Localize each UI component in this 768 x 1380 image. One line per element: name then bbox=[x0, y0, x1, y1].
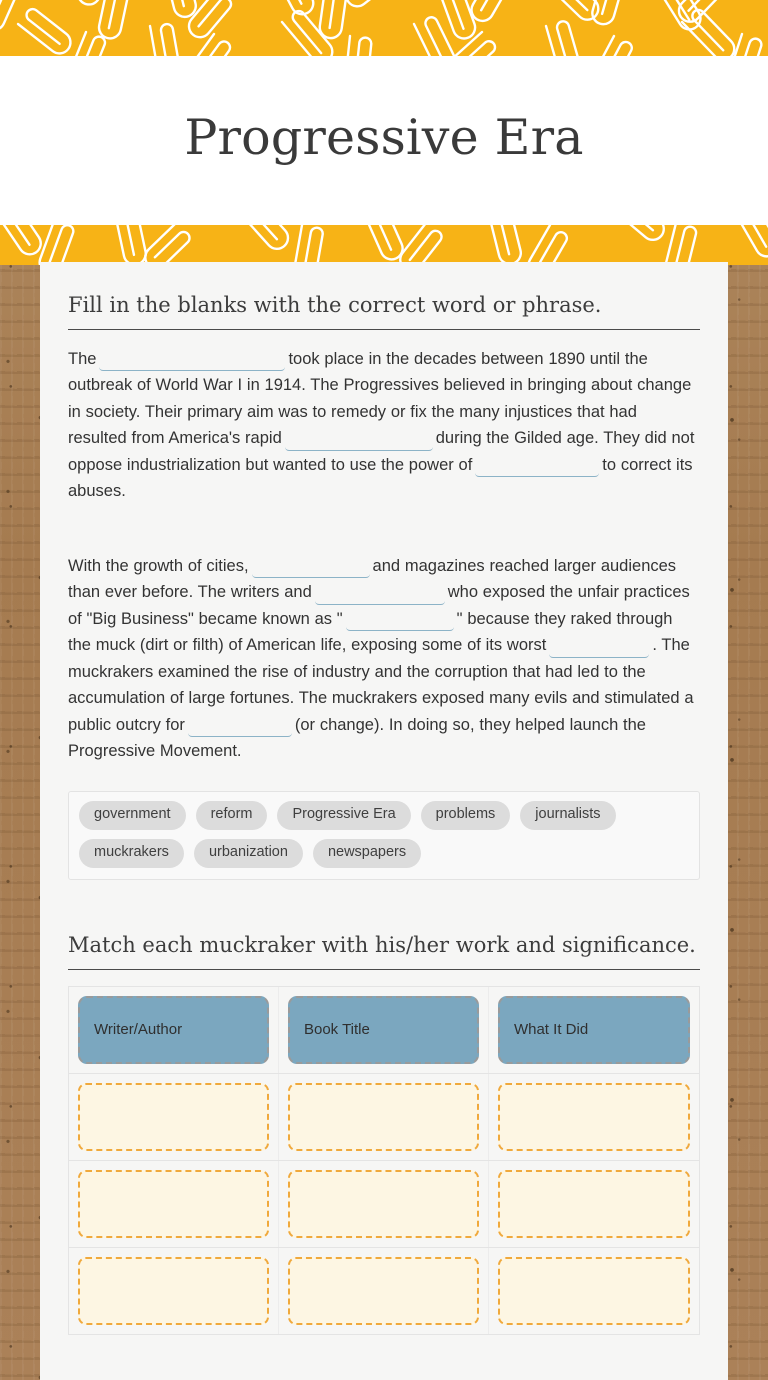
fill-in-blanks-paragraph-2 bbox=[68, 553, 700, 765]
blank-input-3[interactable] bbox=[475, 455, 599, 477]
paperclip-pattern-icon-secondary bbox=[0, 225, 768, 265]
title-banner bbox=[0, 56, 768, 225]
word-bank-chip[interactable]: Progressive Era bbox=[277, 801, 410, 830]
paragraph2-segment-3: who exposed the unfair practices of "Big Business" became known as " bbox=[68, 583, 690, 628]
table-cell bbox=[489, 987, 699, 1073]
paragraph1-segment-1: The bbox=[68, 349, 97, 368]
word-bank-chip[interactable]: muckrakers bbox=[79, 839, 184, 868]
page-title: Progressive Era bbox=[184, 109, 584, 166]
column-header-tile[interactable]: What It Did bbox=[498, 996, 690, 1064]
column-header-tile[interactable]: Book Title bbox=[288, 996, 479, 1064]
drop-zone[interactable] bbox=[288, 1083, 479, 1151]
blank-input-6[interactable] bbox=[346, 609, 454, 631]
drop-zone[interactable] bbox=[288, 1170, 479, 1238]
table-cell bbox=[279, 1074, 489, 1160]
paperclip-pattern-icon bbox=[0, 0, 768, 56]
drop-zone[interactable] bbox=[78, 1170, 269, 1238]
table-row bbox=[69, 1161, 699, 1248]
paragraph1-segment-3: during the Gilded age. They did not oppose industrialization but wanted to use the power of bbox=[68, 429, 695, 474]
table-cell bbox=[69, 987, 279, 1073]
paragraph2-segment-2: and magazines reached larger audiences than ever before. The writers and bbox=[68, 556, 677, 602]
matching-table bbox=[68, 986, 700, 1335]
matching-section bbox=[40, 932, 728, 1335]
header-band-top bbox=[0, 0, 768, 56]
word-bank-chip[interactable]: urbanization bbox=[194, 839, 303, 868]
fill-in-blanks-heading: Fill in the blanks with the correct word or phrase. bbox=[68, 293, 602, 317]
word-bank-chip[interactable]: journalists bbox=[520, 801, 615, 830]
blank-input-2[interactable] bbox=[285, 429, 433, 451]
table-cell bbox=[489, 1074, 699, 1160]
word-bank-chip[interactable]: reform bbox=[196, 801, 268, 830]
blank-input-7[interactable] bbox=[549, 636, 649, 658]
word-bank bbox=[68, 791, 700, 880]
paragraph2-segment-5: . The muckrakers examined the rise of industry and the corruption that had led to the accumulation of large fortunes. The muckrakers exposed many evils and stimulated a public outcry for bbox=[68, 636, 694, 734]
table-cell bbox=[279, 987, 489, 1073]
word-bank-chip[interactable]: newspapers bbox=[313, 839, 421, 868]
blank-input-1[interactable] bbox=[99, 349, 285, 371]
blank-input-5[interactable] bbox=[315, 583, 445, 605]
drop-zone[interactable] bbox=[78, 1257, 269, 1325]
drop-zone[interactable] bbox=[498, 1257, 690, 1325]
table-cell bbox=[279, 1161, 489, 1247]
fill-in-blanks-section bbox=[40, 292, 728, 765]
matching-heading: Match each muckraker with his/her work and significance. bbox=[68, 932, 696, 957]
table-header-row bbox=[69, 987, 699, 1074]
paragraph2-segment-6: (or change). In doing so, they helped launch the Progressive Movement. bbox=[68, 715, 646, 761]
word-bank-chip[interactable]: problems bbox=[421, 801, 511, 830]
paragraph2-segment-1: With the growth of cities, bbox=[68, 556, 249, 575]
table-cell bbox=[279, 1248, 489, 1334]
drop-zone[interactable] bbox=[288, 1257, 479, 1325]
fill-in-blanks-paragraph-1 bbox=[68, 346, 700, 505]
worksheet-card bbox=[40, 262, 728, 1380]
table-cell bbox=[69, 1074, 279, 1160]
table-row bbox=[69, 1074, 699, 1161]
table-cell bbox=[489, 1248, 699, 1334]
table-row bbox=[69, 1248, 699, 1335]
table-cell bbox=[69, 1161, 279, 1247]
paragraph1-segment-4: to correct its abuses. bbox=[68, 455, 693, 501]
matching-heading-divider bbox=[68, 969, 700, 970]
heading-divider bbox=[68, 329, 700, 330]
table-cell bbox=[69, 1248, 279, 1334]
paragraph2-segment-4: " because they raked through the muck (dirt or filth) of American life, exposing some of its worst bbox=[68, 609, 673, 655]
header-band-bottom bbox=[0, 225, 768, 265]
paragraph1-segment-2: took place in the decades between 1890 until the outbreak of World War I in 1914. The Progressives believed in bringing about change in society. Their primary aim was to remedy or fix the many injustices that had resulted from America's rapid bbox=[68, 349, 692, 448]
drop-zone[interactable] bbox=[498, 1083, 690, 1151]
drop-zone[interactable] bbox=[78, 1083, 269, 1151]
column-header-tile[interactable]: Writer/Author bbox=[78, 996, 269, 1064]
word-bank-chip[interactable]: government bbox=[79, 801, 186, 830]
blank-input-8[interactable] bbox=[188, 715, 292, 737]
blank-input-4[interactable] bbox=[252, 556, 370, 578]
drop-zone[interactable] bbox=[498, 1170, 690, 1238]
table-cell bbox=[489, 1161, 699, 1247]
